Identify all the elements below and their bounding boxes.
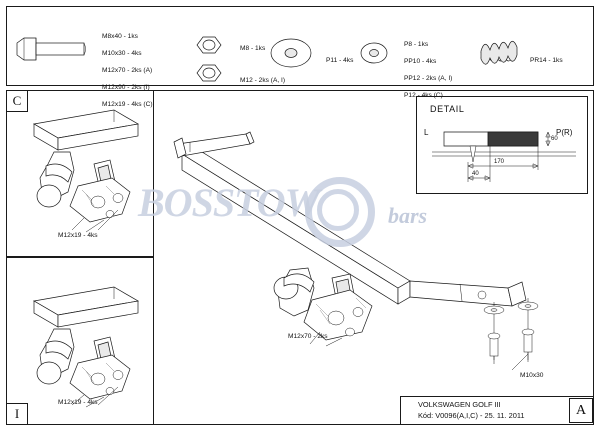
flat-washer-icon-1	[271, 39, 311, 67]
detail-dim-inner: 40	[472, 171, 479, 177]
part-label-washer-p8: P8 - 1ks PP10 - 4ks PP12 - 2ks (A, I) P12 - 4ks (C)	[404, 41, 453, 99]
detail-label-left: L	[424, 128, 429, 137]
hex-nut-icon-2	[197, 65, 221, 81]
part-label-nut-m8: M8 - 1ks	[240, 45, 266, 53]
part-label-bolt-m8x40: M8x40 - 1ks M10x30 - 4ks M12x70 - 2ks (A) M12x90 - 2ks (I) M12x19 - 4ks (C)	[102, 33, 153, 108]
view-c-callout: M12x19 - 4ks	[58, 232, 98, 239]
title-vehicle-name: VOLKSWAGEN GOLF III	[418, 400, 501, 409]
main-callout-m12x70: M12x70 - 2ks	[288, 333, 328, 340]
parts-legend-strip	[6, 6, 594, 108]
watermark-main-text: BOSSTOW	[138, 180, 320, 225]
part-label-nut-m12: M12 - 2ks (A, I)	[240, 77, 286, 85]
detail-dim-height: 60	[551, 136, 558, 142]
title-sheet-letter: A	[569, 398, 593, 423]
hex-nut-icon-1	[197, 37, 221, 53]
detail-dim-width: 170	[494, 159, 505, 165]
main-callout-m10x30: M10x30	[520, 372, 544, 379]
part-label-spring-washer-pr14: PR14 - 1ks	[530, 57, 563, 65]
hex-bolt-icon	[17, 38, 86, 60]
part-label-washer-p11: P11 - 4ks	[326, 57, 354, 65]
exploded-bolt-m10x30	[484, 298, 538, 370]
detail-title: DETAIL	[430, 104, 465, 114]
view-i-letter: I	[6, 403, 28, 425]
spring-washer-icon	[481, 41, 517, 64]
view-i-callout: M12x19 - 4ks	[58, 399, 98, 406]
detail-label-right: P(R)	[556, 128, 573, 137]
title-document-code: Kód: V0096(A,I,C) - 25. 11. 2011	[418, 411, 525, 420]
watermark-sub-text: bars	[388, 203, 428, 228]
flat-washer-icon-2	[361, 43, 387, 63]
view-c-letter: C	[6, 90, 28, 112]
detail-drawing	[416, 96, 588, 194]
